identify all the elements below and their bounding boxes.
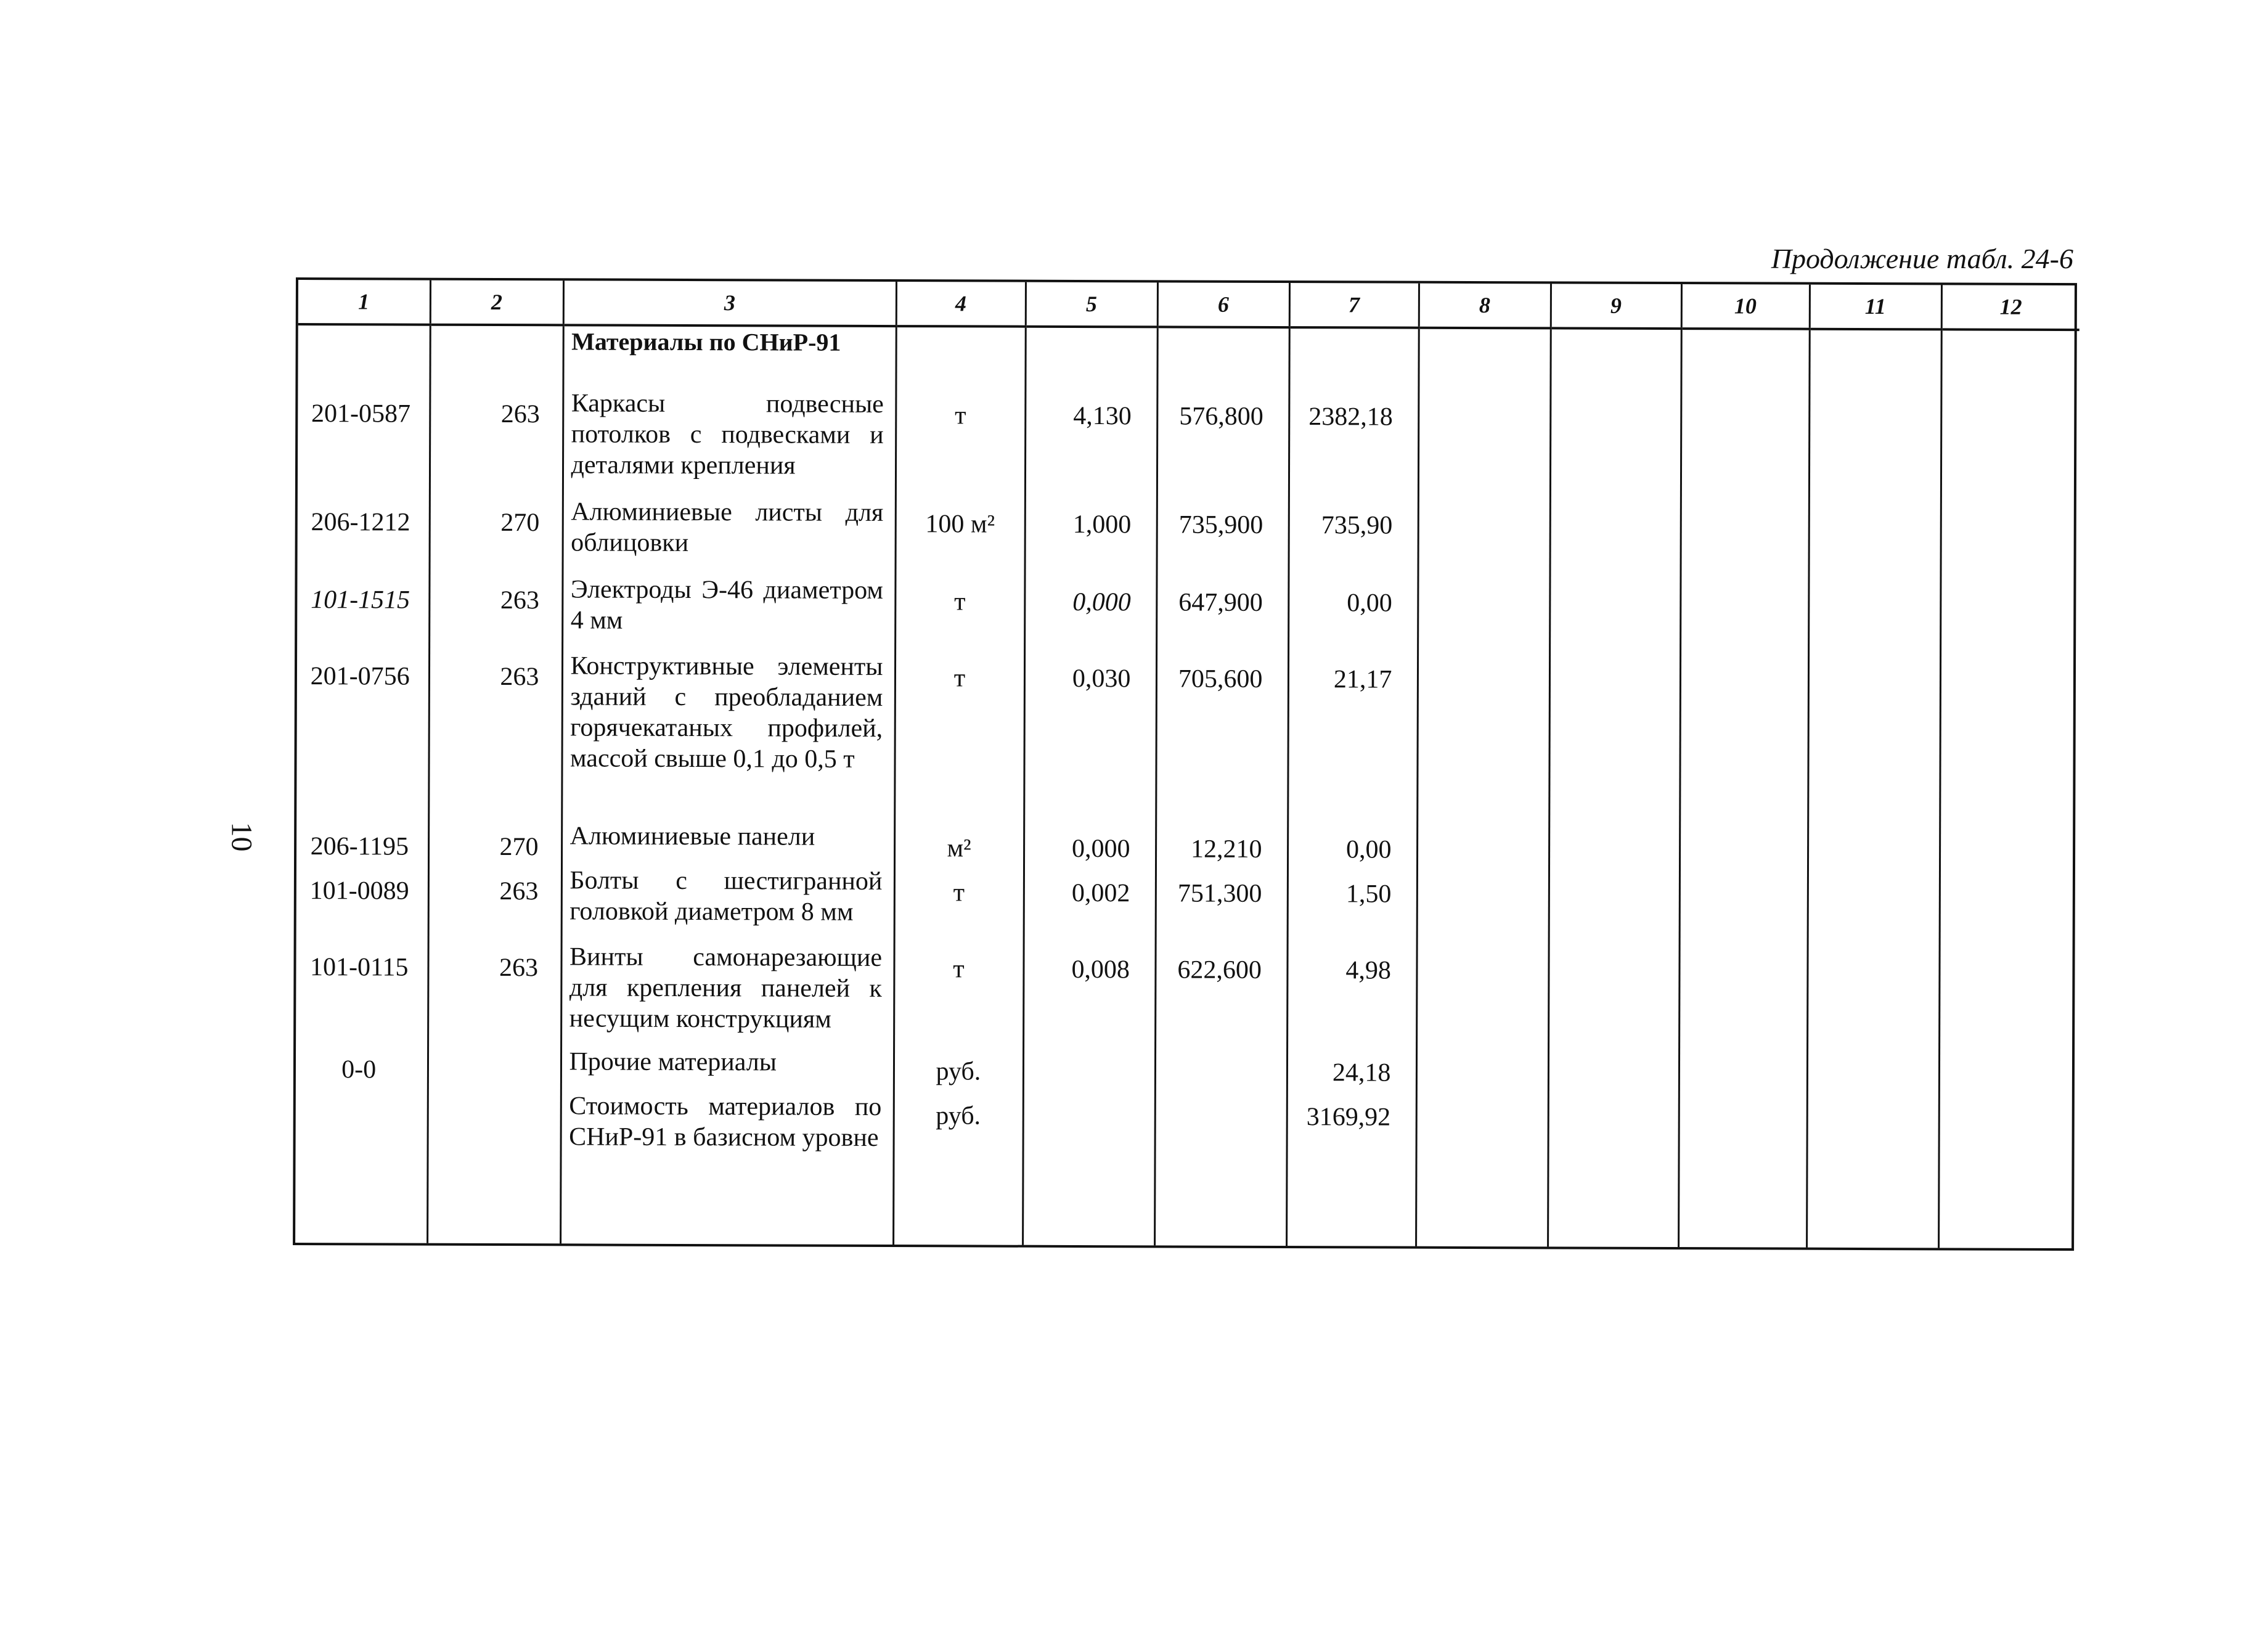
row-name: Алюминиевые панели [569, 822, 815, 851]
row-code: 101-1515 [311, 586, 410, 615]
row-total: 24,18 [1332, 1058, 1391, 1087]
row-unit: т [953, 955, 965, 984]
row-number: 263 [499, 877, 539, 906]
row-quantity [1024, 1048, 1154, 1093]
row-name: Конструктивные элементы зданий с преобладанием горячекатаных профилей, массой свыше 0,1 до 0,5 т [569, 652, 883, 774]
row-unit: т [953, 878, 965, 907]
section-heading: Материалы по СНиР-91 [571, 327, 841, 356]
row-number [428, 1046, 560, 1091]
row-code: 101-0089 [309, 877, 409, 906]
row-price: 12,210 [1191, 835, 1262, 864]
row-total: 0,00 [1347, 589, 1392, 618]
table-caption: Продолжение табл. 24-6 [1771, 243, 2073, 274]
row-unit: руб. [936, 1102, 981, 1131]
row-total: 3169,92 [1306, 1103, 1391, 1132]
column-header-4: 4 [896, 282, 1026, 327]
row-number: 263 [499, 954, 539, 983]
row-unit: т [955, 401, 966, 430]
row-unit: м² [947, 834, 971, 863]
table-body-row [295, 324, 2080, 1248]
estimate-table [293, 277, 2077, 1251]
empty-column-8 [1416, 328, 1551, 1247]
row-price [1156, 1092, 1286, 1204]
row-total: 735,90 [1321, 511, 1393, 540]
empty-column-10 [1678, 329, 1810, 1248]
row-total: 0,00 [1346, 835, 1392, 864]
row-code: 201-0587 [311, 399, 411, 428]
page-number: 10 [225, 822, 258, 852]
name-column [560, 325, 896, 1245]
row-quantity: 0,000 [1072, 834, 1130, 864]
row-code: 201-0756 [310, 662, 410, 691]
row-quantity: 0,002 [1071, 878, 1130, 908]
row-number: 270 [499, 833, 539, 862]
row-code: 206-1212 [311, 508, 410, 537]
row-total: 21,17 [1333, 665, 1392, 694]
row-price: 735,900 [1178, 510, 1263, 539]
row-name: Алюминиевые листы для облицовки [571, 497, 884, 558]
column-number-row [298, 280, 2080, 330]
row-price: 751,300 [1177, 879, 1262, 908]
row-unit: 100 м² [925, 510, 995, 539]
row-code: 0-0 [341, 1055, 377, 1084]
row-total: 2382,18 [1308, 403, 1393, 431]
row-name: Электроды Э-46 диаметром 4 мм [570, 575, 883, 635]
code-column [295, 324, 430, 1243]
row-number: 270 [500, 509, 540, 538]
column-header-11: 11 [1810, 285, 1941, 330]
column-header-9: 9 [1551, 284, 1681, 329]
row-code: 101-0115 [309, 953, 409, 982]
row-price: 576,800 [1179, 402, 1263, 431]
row-number: 263 [500, 400, 540, 429]
row-total: 1,50 [1345, 880, 1392, 909]
row-quantity: 4,130 [1073, 401, 1132, 431]
row-price: 622,600 [1177, 955, 1262, 984]
row-total: 4,98 [1345, 956, 1392, 985]
row-unit: т [954, 587, 966, 616]
total-column [1286, 327, 1419, 1246]
estimate-grid [295, 280, 2080, 1248]
number-column [427, 325, 563, 1244]
price-column [1154, 327, 1289, 1246]
row-name: Стоимость материалов по СНиР-91 в базисном уровне [569, 1092, 882, 1152]
empty-column-11 [1806, 329, 1941, 1248]
column-header-10: 10 [1681, 284, 1810, 329]
column-header-1: 1 [298, 280, 430, 325]
row-unit: руб. [936, 1057, 981, 1086]
row-quantity: 1,000 [1072, 510, 1132, 539]
empty-column-12 [1938, 329, 2080, 1248]
row-name: Болты с шестигранной головкой диаметром 8 мм [569, 866, 883, 926]
row-price [1156, 1048, 1286, 1093]
row-name: Каркасы подвесные потолков с подвесками и деталями крепления [571, 389, 884, 480]
row-number: 263 [500, 586, 539, 615]
row-number: 263 [500, 663, 539, 692]
unit-column [893, 326, 1026, 1245]
column-header-12: 12 [1941, 285, 2080, 330]
column-header-7: 7 [1289, 283, 1419, 328]
column-header-8: 8 [1419, 284, 1551, 329]
row-quantity: 0,030 [1072, 664, 1131, 693]
row-quantity [1024, 1092, 1154, 1204]
row-unit: т [953, 664, 966, 693]
column-header-3: 3 [563, 280, 896, 326]
row-code [295, 1090, 427, 1201]
row-number [428, 1090, 560, 1202]
row-price: 647,900 [1178, 588, 1263, 617]
row-price: 705,600 [1178, 664, 1263, 693]
row-code: 206-1195 [310, 832, 409, 861]
row-quantity: 0,008 [1071, 955, 1130, 984]
row-name: Прочие материалы [569, 1047, 777, 1077]
column-header-6: 6 [1157, 282, 1289, 327]
empty-column-9 [1548, 328, 1681, 1247]
row-name: Винты самонарезающие для крепления панелей к несущим конструкциям [569, 943, 883, 1034]
quantity-column [1022, 327, 1157, 1246]
column-header-2: 2 [430, 280, 563, 325]
row-quantity: 0,000 [1072, 587, 1131, 617]
column-header-5: 5 [1026, 282, 1157, 327]
